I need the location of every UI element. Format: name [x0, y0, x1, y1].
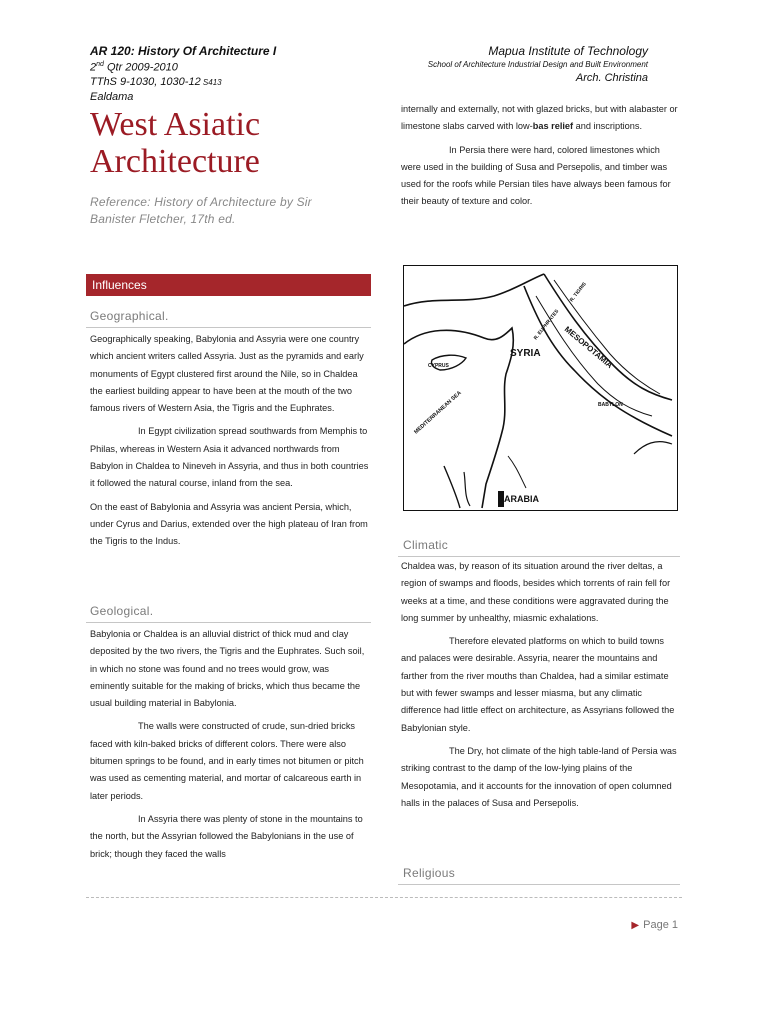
geological-heading: Geological.: [90, 604, 154, 618]
label-euphrates: R. EUPHRATES: [532, 308, 561, 342]
triangle-right-icon: ▶: [631, 920, 640, 931]
instructor-lastname: Ealdama: [90, 90, 134, 103]
influences-section-bar: Influences: [86, 274, 371, 296]
divider: [86, 622, 371, 623]
header-right: [428, 44, 648, 85]
divider: [398, 884, 680, 885]
climatic-heading: Climatic: [403, 538, 449, 552]
label-tigris: R. TIGRIS: [568, 281, 588, 304]
label-cyprus: CYPRUS: [428, 363, 449, 369]
religious-heading: Religious: [403, 866, 456, 880]
label-mesopotamia: MESOPOTAMIA: [562, 324, 615, 371]
institute-name: Mapua Institute of Technology: [488, 44, 648, 58]
label-syria: SYRIA: [510, 348, 541, 359]
reference-text: Reference: History of Architecture by Sir Banister Fletcher, 17th ed.: [90, 195, 312, 226]
footer-divider: [86, 897, 682, 898]
geographical-heading: Geographical.: [90, 309, 169, 323]
page-title: West Asiatic Architecture: [90, 106, 261, 180]
label-mediterranean-sea: MEDITERRANEAN SEA: [413, 390, 463, 436]
course-title: AR 120: History Of Architecture I: [90, 44, 277, 58]
geographical-body: Geographically speaking, Babylonia and Assyria were one country which ancient writers called Assyria. Just as the pyramids and early monuments of Egypt clustered first around the Nile, so in Chaldea the earliest building appear to have been at the mouth of the two famous rivers of Western Asia, the Tigris and the Euphrates. In Egypt civilization spread southwards from Memphis to Philas, whereas in Western Asia it advanced northwards from Babylon in Chaldea to Nineveh in Assyria, and thus in both countries it followed the natural course, inland from the sea. On the east of Babylonia and Assyria was ancient Persia, which, under Cyrus and Darius, extended over the high plateau of Iran from the Tigris to the Indus.: [90, 334, 369, 547]
schedule: TThS 9-1030, 1030-12 S413: [90, 75, 222, 88]
geological-body: Babylonia or Chaldea is an alluvial district of thick mud and clay deposited by the two rivers, the Tigris and the Euphrates. Such soil, in which no stone was found and no trees would grow, was eminently suitable for the making of bricks, which thus became the usual building material in Babylonia. The walls were constructed of crude, sun-dried bricks faced with kiln-baked bricks of different colors. There were also bitumen springs to be found, and in early times not bitumen or pitch was used as cementing material, and mortar of calcareous earth in later periods. In Assyria there was plenty of stone in the mountains to the north, but the Assyrian followed the Babylonians in the use of brick; though they faced the walls: [90, 629, 365, 859]
materials-continued-body: internally and externally, not with glazed bricks, but with alabaster or limestone slabs carved with low-bas relief and inscriptions. In Persia there were hard, colored limestones which were used in the building of Susa and Persepolis, and timber was used for the roofs while Persian tiles have always been famous for their beauty of texture and color.: [401, 104, 678, 207]
label-babylon: BABYLON: [598, 402, 623, 408]
instructor-name: Arch. Christina: [575, 72, 648, 84]
climatic-body: Chaldea was, by reason of its situation around the river deltas, a region of swamps and floods, besides which torrents of rain fell for weeks at a time, and these conditions were aggravated during the long summer by unhealthy, miasmic exhalations. Therefore elevated platforms on which to build towns and palaces were desirable. Assyria, nearer the mountains and farther from the river mouths than Chaldea, had a similar estimate but with fewer swamps and lesser miasma, but any climatic difference had little effect on architecture, as Assyrians followed the Babylonian style. The Dry, hot climate of the high table-land of Persia was striking contrast to the damp of the low-lying plains of the Mesopotamia, and it accounts for the innovation of open columned halls in the palaces of Susa and Persepolis.: [401, 561, 677, 808]
term: 2nd Qtr 2009-2010: [90, 61, 178, 74]
divider: [398, 556, 680, 557]
school-name: School of Architecture Industrial Design and Built Environment: [427, 60, 648, 69]
west-asia-map: [403, 265, 678, 511]
page-number: ▶ Page 1: [631, 919, 678, 931]
header-left: [90, 44, 276, 104]
map-drawing: [404, 266, 676, 509]
divider: [86, 327, 371, 328]
label-arabia: ARABIA: [504, 494, 539, 504]
